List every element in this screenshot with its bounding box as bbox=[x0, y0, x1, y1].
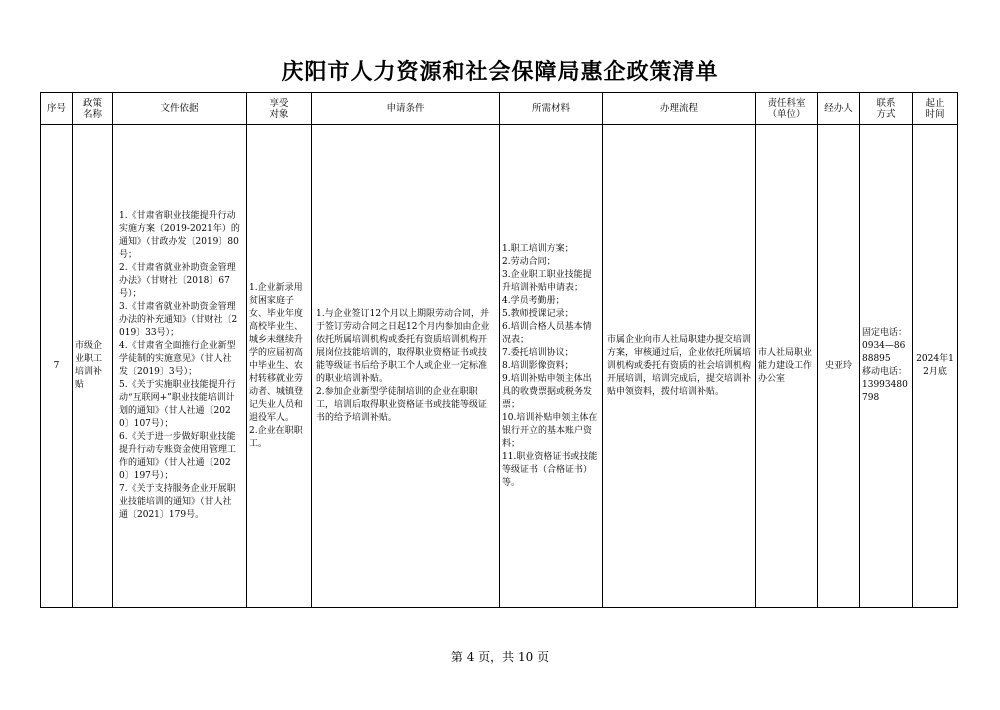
policy-table bbox=[40, 92, 958, 608]
header-beneficiaries: 享受 对象 bbox=[247, 93, 312, 125]
header-documents: 文件依据 bbox=[113, 93, 247, 125]
table-header-row bbox=[41, 93, 958, 125]
cell-materials: 1.职工培训方案； 2.劳动合同； 3.企业职工职业技能提升培训补贴申请表； 4.学员考勤册； 5.教师授课记录； 6.培训合格人员基本情况表； 7.委托培训协议； 8.培训影像资料； 9.培训补贴申领主体出具的收费票据或税务发票； 10.培训补贴申领主体在银行开立的基本账户资料； 11.职业资格证书或技能等级证书（合格证书）等。 bbox=[500, 125, 603, 608]
cell-seq: 7 bbox=[41, 125, 73, 608]
cell-handler: 史亚玲 bbox=[818, 125, 860, 608]
cell-policy-name: 市级企业职工培训补贴 bbox=[73, 125, 113, 608]
cell-beneficiaries: 1.企业新录用贫困家庭子女、毕业年度高校毕业生、城乡未继续升学的应届初高中毕业生、农村转移就业劳动者、城镇登记失业人员和退役军人。 2.企业在职职工。 bbox=[247, 125, 312, 608]
header-policy-name: 政策 名称 bbox=[73, 93, 113, 125]
cell-deadline: 2024年12月底 bbox=[913, 125, 958, 608]
page-footer: 第 4 页，共 10 页 bbox=[450, 650, 550, 664]
header-seq: 序号 bbox=[41, 93, 73, 125]
header-contact: 联系 方式 bbox=[860, 93, 913, 125]
cell-documents: 1.《甘肃省职业技能提升行动实施方案（2019-2021年）的通知》（甘政办发〔2019〕80号； 2.《甘肃省就业补助资金管理办法》（甘财社〔2018〕67号）； 3.《甘肃省就业补助资金管理办法的补充通知》（甘财社〔2019〕33号）； 4.《甘肃省全面推行企业新型学徒制的实施意见》（甘人社发〔2019〕3号）； 5.《关于实施职业技能提升行动“互联网+”职业技能培训计划的通知》（甘人社通〔2020〕107号）； 6.《关于进一步做好职业技能提升行动专账资金使用管理工作的通知》（甘人社通〔2020〕197号）； 7.《关于支持服务企业开展职业技能培训的通知》（甘人社通〔2021〕179号。 bbox=[113, 125, 247, 608]
header-deadline: 起止 时间 bbox=[913, 93, 958, 125]
page-title: 庆阳市人力资源和社会保障局惠企政策清单 bbox=[281, 60, 719, 85]
header-process: 办理流程 bbox=[603, 93, 756, 125]
cell-conditions: 1.与企业签订12个月以上期限劳动合同，并于签订劳动合同之日起12个月内参加由企业依托所属培训机构或委托有资质培训机构开展岗位技能培训的，取得职业资格证书或技能等级证书后给予职工个人或企业一定标准的职业培训补贴。 2.参加企业新型学徒制培训的企业在职职工，培训后取得职业资格证书或技能等级证书的给予培训补贴。 bbox=[312, 125, 500, 608]
header-materials: 所需材料 bbox=[500, 93, 603, 125]
table-row bbox=[41, 125, 958, 608]
header-conditions: 申请条件 bbox=[312, 93, 500, 125]
cell-contact: 固定电话： 0934—8688895 移动电话： 13993480798 bbox=[860, 125, 913, 608]
header-department: 责任科室 （单位） bbox=[756, 93, 818, 125]
header-handler: 经办人 bbox=[818, 93, 860, 125]
cell-department: 市人社局职业能力建设工作办公室 bbox=[756, 125, 818, 608]
cell-process: 市属企业向市人社局职建办提交培训方案，审核通过后，企业依托所属培训机构或委托有资质的社会培训机构开展培训，培训完成后，提交培训补贴申领资料，拨付培训补贴。 bbox=[603, 125, 756, 608]
